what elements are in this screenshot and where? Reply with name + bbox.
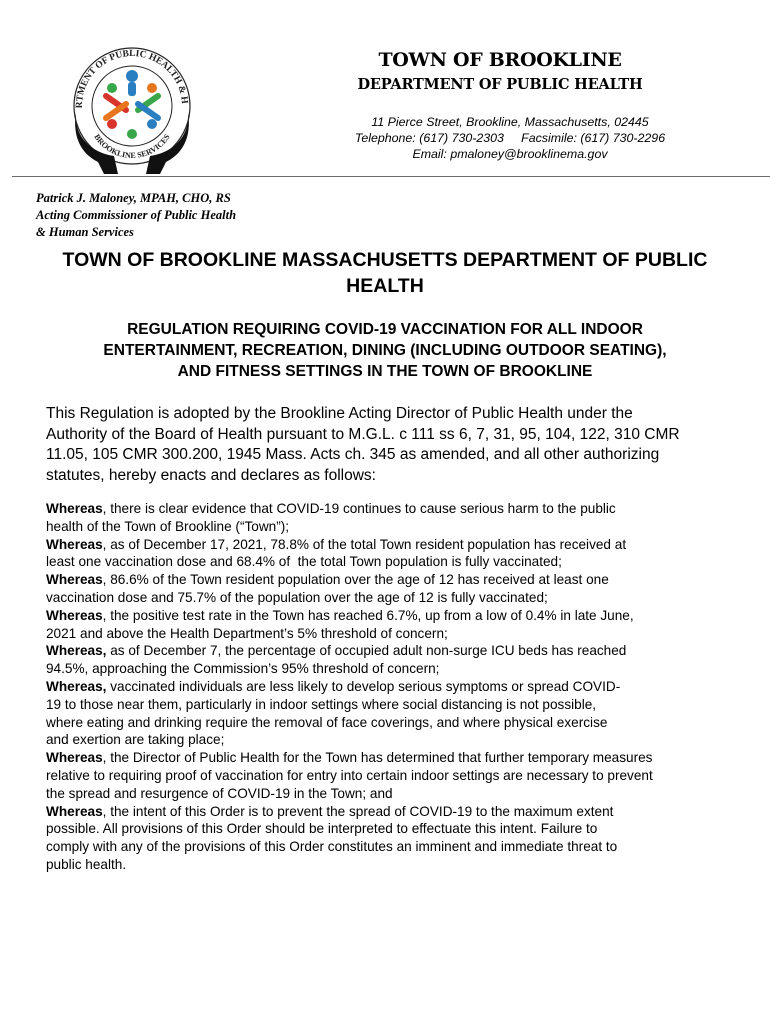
whereas-line xyxy=(46,678,756,696)
whereas-line xyxy=(46,696,756,714)
document-title xyxy=(30,247,740,299)
whereas-line xyxy=(46,731,756,749)
regulation-title xyxy=(30,319,740,382)
whereas-text: , as of December 17, 2021, 78.8% of the total Town resident population has received at xyxy=(102,536,627,552)
whereas-text: , the Director of Public Health for the Town has determined that further temporary measures xyxy=(102,750,653,766)
signatory-name: Patrick J. Maloney, MPAH, CHO, RS xyxy=(36,191,231,205)
whereas-text: the spread and resurgence of COVID-19 in the Town; and xyxy=(46,785,393,801)
signatory-department: & Human Services xyxy=(36,225,134,239)
whereas-text: 19 to those near them, particularly in indoor settings where social distancing is not possible, xyxy=(46,696,597,712)
intro-paragraph xyxy=(46,404,746,486)
regulation-title-line: REGULATION REQUIRING COVID-19 VACCINATION FOR ALL INDOOR xyxy=(127,321,643,338)
whereas-lead: Whereas xyxy=(46,501,103,516)
whereas-text: , the positive test rate in the Town has reached 6.7%, up from a low of 0.4% in late June, xyxy=(102,607,634,623)
whereas-text: 2021 and above the Health Department’s 5% threshold of concern; xyxy=(46,625,448,641)
header-divider xyxy=(12,176,770,177)
document-title-line: HEALTH xyxy=(346,275,424,297)
regulation-title-line: ENTERTAINMENT, RECREATION, DINING (INCLUDING OUTDOOR SEATING), xyxy=(103,342,667,359)
whereas-text: possible. All provisions of this Order should be interpreted to effectuate this intent. Failure to xyxy=(46,821,598,837)
whereas-lead: Whereas, xyxy=(46,643,107,659)
whereas-lead: Whereas, xyxy=(46,678,107,694)
whereas-text: and exertion are taking place; xyxy=(46,732,225,748)
whereas-line xyxy=(46,714,756,732)
whereas-line xyxy=(46,589,756,607)
whereas-line xyxy=(46,660,756,678)
whereas-line xyxy=(46,642,756,660)
intro-line: 11.05, 105 CMR 300.200, 1945 Mass. Acts ch. 345 as amended, and all other authorizing xyxy=(46,446,660,463)
whereas-text: vaccinated individuals are less likely to develop serious symptoms or spread COVID- xyxy=(106,678,621,694)
whereas-line xyxy=(46,820,756,838)
regulation-title-line: AND FITNESS SETTINGS IN THE TOWN OF BROOKLINE xyxy=(177,363,593,380)
email-line: Email: pmaloney@brooklinema.gov xyxy=(412,147,608,161)
whereas-lead: Whereas xyxy=(46,572,103,588)
whereas-text: , 86.6% of the Town resident population over the age of 12 has received at least one xyxy=(102,572,609,588)
intro-line: statutes, hereby enacts and declares as follows: xyxy=(46,466,376,484)
whereas-line xyxy=(46,749,756,767)
intro-line: This Regulation is adopted by the Brookline Acting Director of Public Health under the xyxy=(46,405,633,422)
signatory-title: Acting Commissioner of Public Health xyxy=(36,208,237,222)
whereas-text: , there is clear evidence that COVID-19 continues to cause serious harm to the public xyxy=(102,501,616,516)
whereas-text: comply with any of the provisions of this Order constitutes an imminent and immediate threat to xyxy=(46,839,618,855)
phone-fax-line: Telephone: (617) 730-2303 Facsimile: (617) 730-2296 xyxy=(354,131,666,145)
whereas-line xyxy=(46,785,756,803)
whereas-text: as of December 7, the percentage of occupied adult non-surge ICU beds has reached xyxy=(106,643,627,659)
logo-emblem-icon xyxy=(68,42,196,174)
whereas-line xyxy=(46,607,756,625)
whereas-text: where eating and drinking require the removal of face coverings, and where physical exercise xyxy=(46,714,608,730)
address-line: 11 Pierce Street, Brookline, Massachusetts, 02445 xyxy=(371,115,649,129)
whereas-lead: Whereas xyxy=(46,750,103,766)
whereas-text: least one vaccination dose and 68.4% of the total Town population is fully vaccinated; xyxy=(46,554,562,570)
whereas-line xyxy=(46,518,756,536)
whereas-line xyxy=(46,500,756,518)
whereas-text: , the intent of this Order is to prevent the spread of COVID-19 to the maximum extent xyxy=(102,803,614,819)
whereas-line xyxy=(46,838,756,856)
town-title: TOWN OF BROOKLINE xyxy=(378,49,622,71)
department-logo xyxy=(68,42,196,174)
whereas-line xyxy=(46,856,756,874)
whereas-line xyxy=(46,536,756,554)
whereas-line xyxy=(46,803,756,821)
whereas-text: 94.5%, approaching the Commission’s 95% threshold of concern; xyxy=(46,661,440,677)
whereas-line xyxy=(46,767,756,785)
whereas-text: vaccination dose and 75.7% of the population over the age of 12 is fully vaccinated; xyxy=(46,589,548,605)
whereas-lead: Whereas xyxy=(46,607,103,623)
whereas-line xyxy=(46,553,756,571)
whereas-lead: Whereas xyxy=(46,536,103,552)
logo-ring-text-bottom: BROOKLINE SERVICES xyxy=(92,132,172,161)
intro-line: Authority of the Board of Health pursuant to M.G.L. c 111 ss 6, 7, 31, 95, 104, 122, 310 CMR xyxy=(46,425,680,443)
logo-ring-text-top: RTMENT OF PUBLIC HEALTH & H xyxy=(74,48,190,109)
document-title-line: TOWN OF BROOKLINE MASSACHUSETTS DEPARTMENT OF PUBLIC xyxy=(62,249,708,271)
whereas-line xyxy=(46,571,756,589)
whereas-text: relative to requiring proof of vaccination for entry into certain indoor settings are necessary to prevent xyxy=(46,767,653,783)
whereas-text: health of the Town of Brookline (“Town”); xyxy=(46,518,290,534)
whereas-lead: Whereas xyxy=(46,803,103,819)
whereas-line xyxy=(46,625,756,643)
department-title: DEPARTMENT OF PUBLIC HEALTH xyxy=(357,76,643,93)
whereas-clauses xyxy=(46,500,756,874)
whereas-text: public health. xyxy=(46,856,127,872)
